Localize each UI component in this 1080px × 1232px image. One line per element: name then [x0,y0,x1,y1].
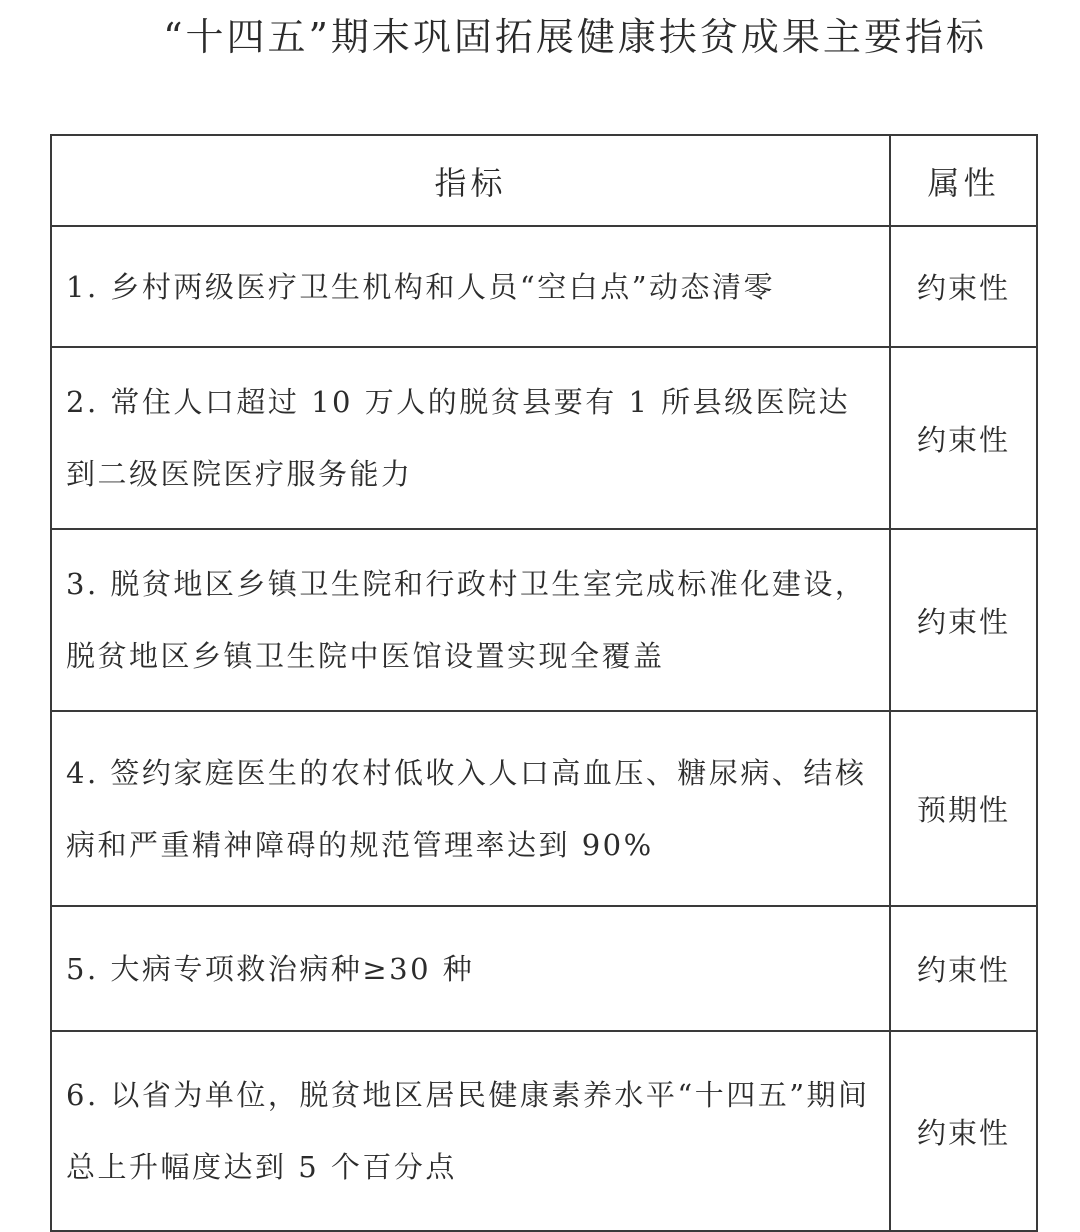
indicator-cell: 3. 脱贫地区乡镇卫生院和行政村卫生室完成标准化建设，脱贫地区乡镇卫生院中医馆设置实现全覆盖 [51,529,890,711]
attribute-cell: 约束性 [890,226,1037,347]
table-row [51,1031,1037,1231]
indicator-table [50,134,1038,1232]
table-header-row [51,135,1037,226]
table-row [51,711,1037,906]
table-row [51,347,1037,529]
table-row [51,906,1037,1031]
table-row [51,529,1037,711]
indicator-cell: 6. 以省为单位，脱贫地区居民健康素养水平“十四五”期间总上升幅度达到 5 个百分点 [51,1031,890,1231]
page-title: “十四五”期末巩固拓展健康扶贫成果主要指标 [163,15,987,59]
indicator-cell: 5. 大病专项救治病种≥30 种 [51,906,890,1031]
column-header-indicator: 指标 [51,135,890,226]
attribute-cell: 约束性 [890,347,1037,529]
attribute-cell: 约束性 [890,906,1037,1031]
indicator-cell: 1. 乡村两级医疗卫生机构和人员“空白点”动态清零 [51,226,890,347]
attribute-cell: 预期性 [890,711,1037,906]
column-header-attribute: 属性 [890,135,1037,226]
indicator-cell: 4. 签约家庭医生的农村低收入人口高血压、糖尿病、结核病和严重精神障碍的规范管理率达到 90% [51,711,890,906]
table-row [51,226,1037,347]
attribute-cell: 约束性 [890,1031,1037,1231]
attribute-cell: 约束性 [890,529,1037,711]
indicator-cell: 2. 常住人口超过 10 万人的脱贫县要有 1 所县级医院达到二级医院医疗服务能力 [51,347,890,529]
